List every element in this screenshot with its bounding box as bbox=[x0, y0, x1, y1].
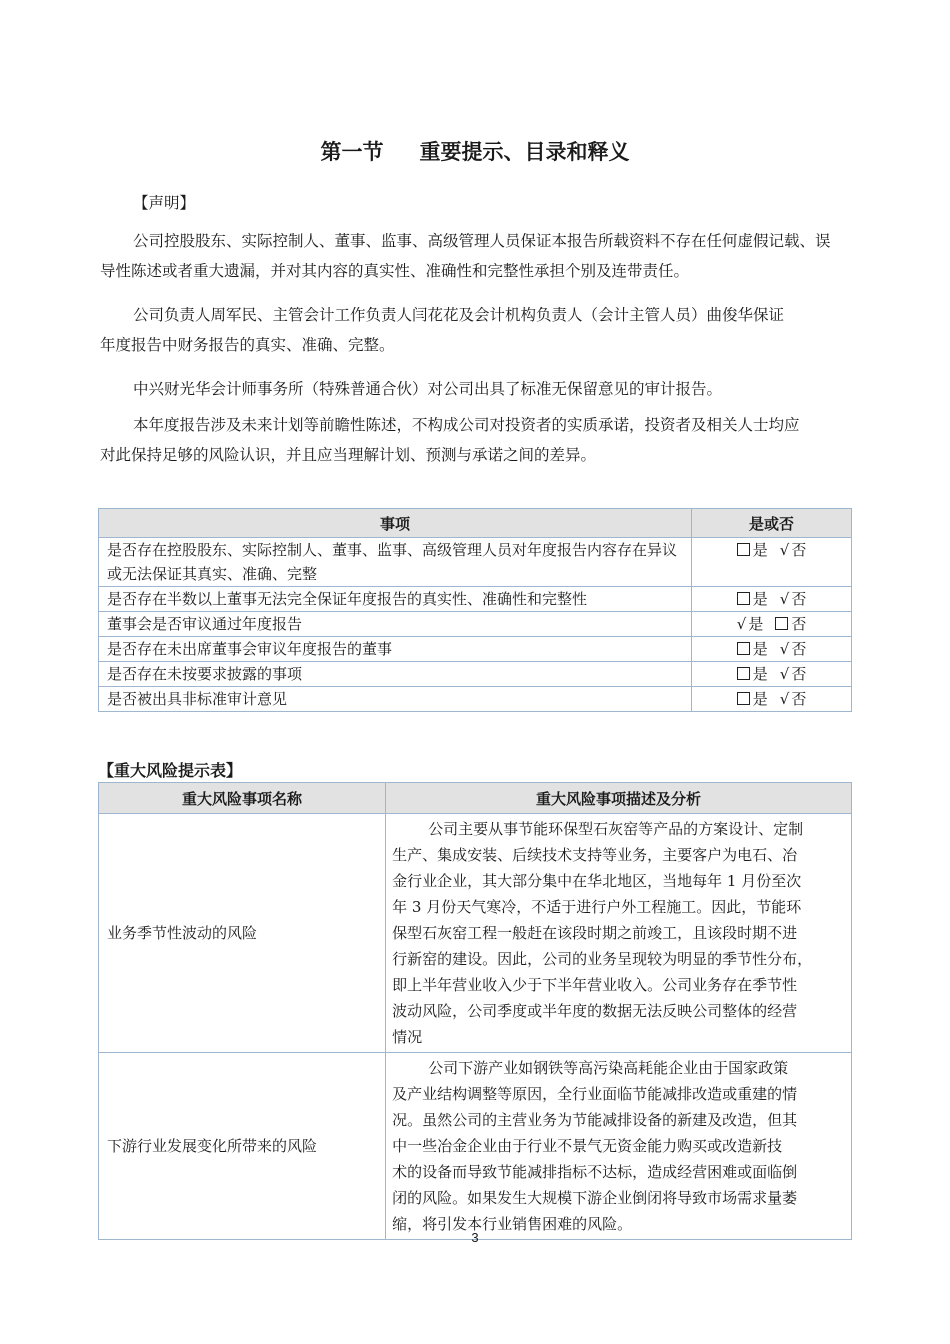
matters-header-item: 事项 bbox=[99, 509, 692, 538]
option-label: 是 bbox=[752, 590, 768, 608]
page-number: 3 bbox=[471, 1230, 479, 1245]
option-label: 否 bbox=[791, 665, 807, 683]
option-label: 是 bbox=[752, 541, 768, 559]
checked-option bbox=[780, 541, 807, 559]
empty-checkbox-icon bbox=[737, 642, 750, 655]
matters-item: 是否存在半数以上董事无法完全保证年度报告的真实性、准确性和完整性 bbox=[99, 587, 692, 612]
risk-description-line: 闭的风险。如果发生大规模下游企业倒闭将导致市场需求量萎 bbox=[392, 1189, 798, 1207]
risk-description-line: 缩，将引发本行业销售困难的风险。 bbox=[392, 1215, 633, 1233]
check-mark-icon: √ bbox=[779, 541, 790, 559]
matters-row bbox=[99, 538, 852, 587]
check-mark-icon: √ bbox=[779, 640, 790, 658]
checked-option bbox=[780, 665, 807, 683]
check-mark-icon: √ bbox=[736, 615, 747, 633]
empty-checkbox-icon bbox=[737, 543, 750, 556]
matters-row bbox=[99, 587, 852, 612]
risk-description bbox=[386, 1053, 852, 1240]
risk-row bbox=[99, 814, 852, 1053]
matters-table-header bbox=[99, 509, 852, 538]
risk-description-line: 公司主要从事节能环保型石灰窑等产品的方案设计、定制 bbox=[428, 820, 804, 838]
risk-table-header bbox=[99, 783, 852, 814]
empty-checkbox-icon bbox=[775, 617, 788, 630]
empty-checkbox-icon bbox=[737, 667, 750, 680]
matters-item: 是否存在未按要求披露的事项 bbox=[99, 662, 692, 687]
risk-name: 下游行业发展变化所带来的风险 bbox=[99, 1053, 386, 1240]
matters-table bbox=[98, 508, 852, 712]
checked-option bbox=[780, 590, 807, 608]
option-label: 否 bbox=[791, 541, 807, 559]
risk-description-line: 波动风险，公司季度或半年度的数据无法反映公司整体的经营 bbox=[392, 1002, 798, 1020]
unchecked-option bbox=[737, 590, 768, 608]
risk-description-line: 况。虽然公司的主营业务为节能减排设备的新建及改造，但其 bbox=[392, 1111, 798, 1129]
risk-name: 业务季节性波动的风险 bbox=[99, 814, 386, 1053]
unchecked-option bbox=[737, 541, 768, 559]
paragraph-1: 公司控股股东、实际控制人、董事、监事、高级管理人员保证本报告所载资料不存在任何虚假记载、误 导性陈述或者重大遗漏，并对其内容的真实性、准确性和完整性承担个别及连带责任。 bbox=[100, 232, 831, 280]
check-mark-icon: √ bbox=[779, 590, 790, 608]
risk-description-line: 即上半年营业收入少于下半年营业收入。公司业务存在季节性 bbox=[392, 976, 798, 994]
risk-header-name: 重大风险事项名称 bbox=[99, 783, 386, 814]
declaration-heading: 【声明】 bbox=[133, 194, 196, 212]
matters-row bbox=[99, 687, 852, 712]
risk-table bbox=[98, 782, 852, 1240]
matters-answer bbox=[692, 612, 852, 637]
paragraph-4: 本年度报告涉及未来计划等前瞻性陈述，不构成公司对投资者的实质承诺，投资者及相关人士均应 对此保持足够的风险认识，并且应当理解计划、预测与承诺之间的差异。 bbox=[100, 416, 800, 464]
option-label: 是 bbox=[748, 615, 764, 633]
matters-item: 是否被出具非标准审计意见 bbox=[99, 687, 692, 712]
option-label: 是 bbox=[752, 640, 768, 658]
risk-description-line: 公司下游产业如钢铁等高污染高耗能企业由于国家政策 bbox=[428, 1059, 789, 1077]
matters-answer bbox=[692, 538, 852, 587]
matters-header-answer: 是或否 bbox=[692, 509, 852, 538]
paragraph-2: 公司负责人周军民、主管会计工作负责人闫花花及会计机构负责人（会计主管人员）曲俊华保证 年度报告中财务报告的真实、准确、完整。 bbox=[100, 306, 785, 354]
option-label: 是 bbox=[752, 690, 768, 708]
section-title-number: 第一节 bbox=[320, 140, 384, 164]
check-mark-icon: √ bbox=[779, 665, 790, 683]
empty-checkbox-icon bbox=[737, 692, 750, 705]
empty-checkbox-icon bbox=[737, 592, 750, 605]
unchecked-option bbox=[737, 640, 768, 658]
risk-description bbox=[386, 814, 852, 1053]
risk-row bbox=[99, 1053, 852, 1240]
risk-description-line: 术的设备而导致节能减排指标不达标，造成经营困难或面临倒 bbox=[392, 1163, 798, 1181]
option-label: 否 bbox=[791, 640, 807, 658]
checked-option bbox=[737, 615, 764, 633]
unchecked-option bbox=[737, 665, 768, 683]
matters-answer bbox=[692, 637, 852, 662]
matters-row bbox=[99, 612, 852, 637]
checked-option bbox=[780, 690, 807, 708]
risk-description-line: 及产业结构调整等原因，全行业面临节能减排改造或重建的情 bbox=[392, 1085, 798, 1103]
risk-description-line: 生产、集成安装、后续技术支持等业务，主要客户为电石、冶 bbox=[392, 846, 798, 864]
option-label: 否 bbox=[791, 590, 807, 608]
check-mark-icon: √ bbox=[779, 690, 790, 708]
risk-description-line: 中一些冶金企业由于行业不景气无资金能力购买或改造新技 bbox=[392, 1137, 783, 1155]
unchecked-option bbox=[775, 615, 806, 633]
checked-option bbox=[780, 640, 807, 658]
paragraph-3: 中兴财光华会计师事务所（特殊普通合伙）对公司出具了标准无保留意见的审计报告。 bbox=[133, 380, 723, 398]
risk-header-description: 重大风险事项描述及分析 bbox=[386, 783, 852, 814]
matters-answer bbox=[692, 687, 852, 712]
matters-row bbox=[99, 637, 852, 662]
section-title-text: 重要提示、目录和释义 bbox=[419, 140, 630, 164]
unchecked-option bbox=[737, 690, 768, 708]
matters-item: 董事会是否审议通过年度报告 bbox=[99, 612, 692, 637]
risk-description-line: 年 3 月份天气寒冷，不适于进行户外工程施工。因此，节能环 bbox=[392, 898, 802, 916]
matters-item: 是否存在未出席董事会审议年度报告的董事 bbox=[99, 637, 692, 662]
option-label: 是 bbox=[752, 665, 768, 683]
risk-description-line: 情况 bbox=[392, 1028, 423, 1046]
option-label: 否 bbox=[791, 690, 807, 708]
matters-item: 是否存在控股股东、实际控制人、董事、监事、高级管理人员对年度报告内容存在异议或无法保证其真实、准确、完整 bbox=[99, 538, 692, 587]
risk-description-line: 行新窑的建设。因此，公司的业务呈现较为明显的季节性分布， bbox=[392, 950, 813, 968]
risk-table-heading: 【重大风险提示表】 bbox=[98, 761, 243, 780]
matters-row bbox=[99, 662, 852, 687]
risk-description-line: 金行业企业，其大部分集中在华北地区，当地每年 1 月份至次 bbox=[392, 872, 802, 890]
matters-answer bbox=[692, 662, 852, 687]
option-label: 否 bbox=[791, 615, 807, 633]
matters-answer bbox=[692, 587, 852, 612]
risk-description-line: 保型石灰窑工程一般赶在该段时期之前竣工，且该段时期不进 bbox=[392, 924, 798, 942]
section-title bbox=[0, 136, 950, 166]
